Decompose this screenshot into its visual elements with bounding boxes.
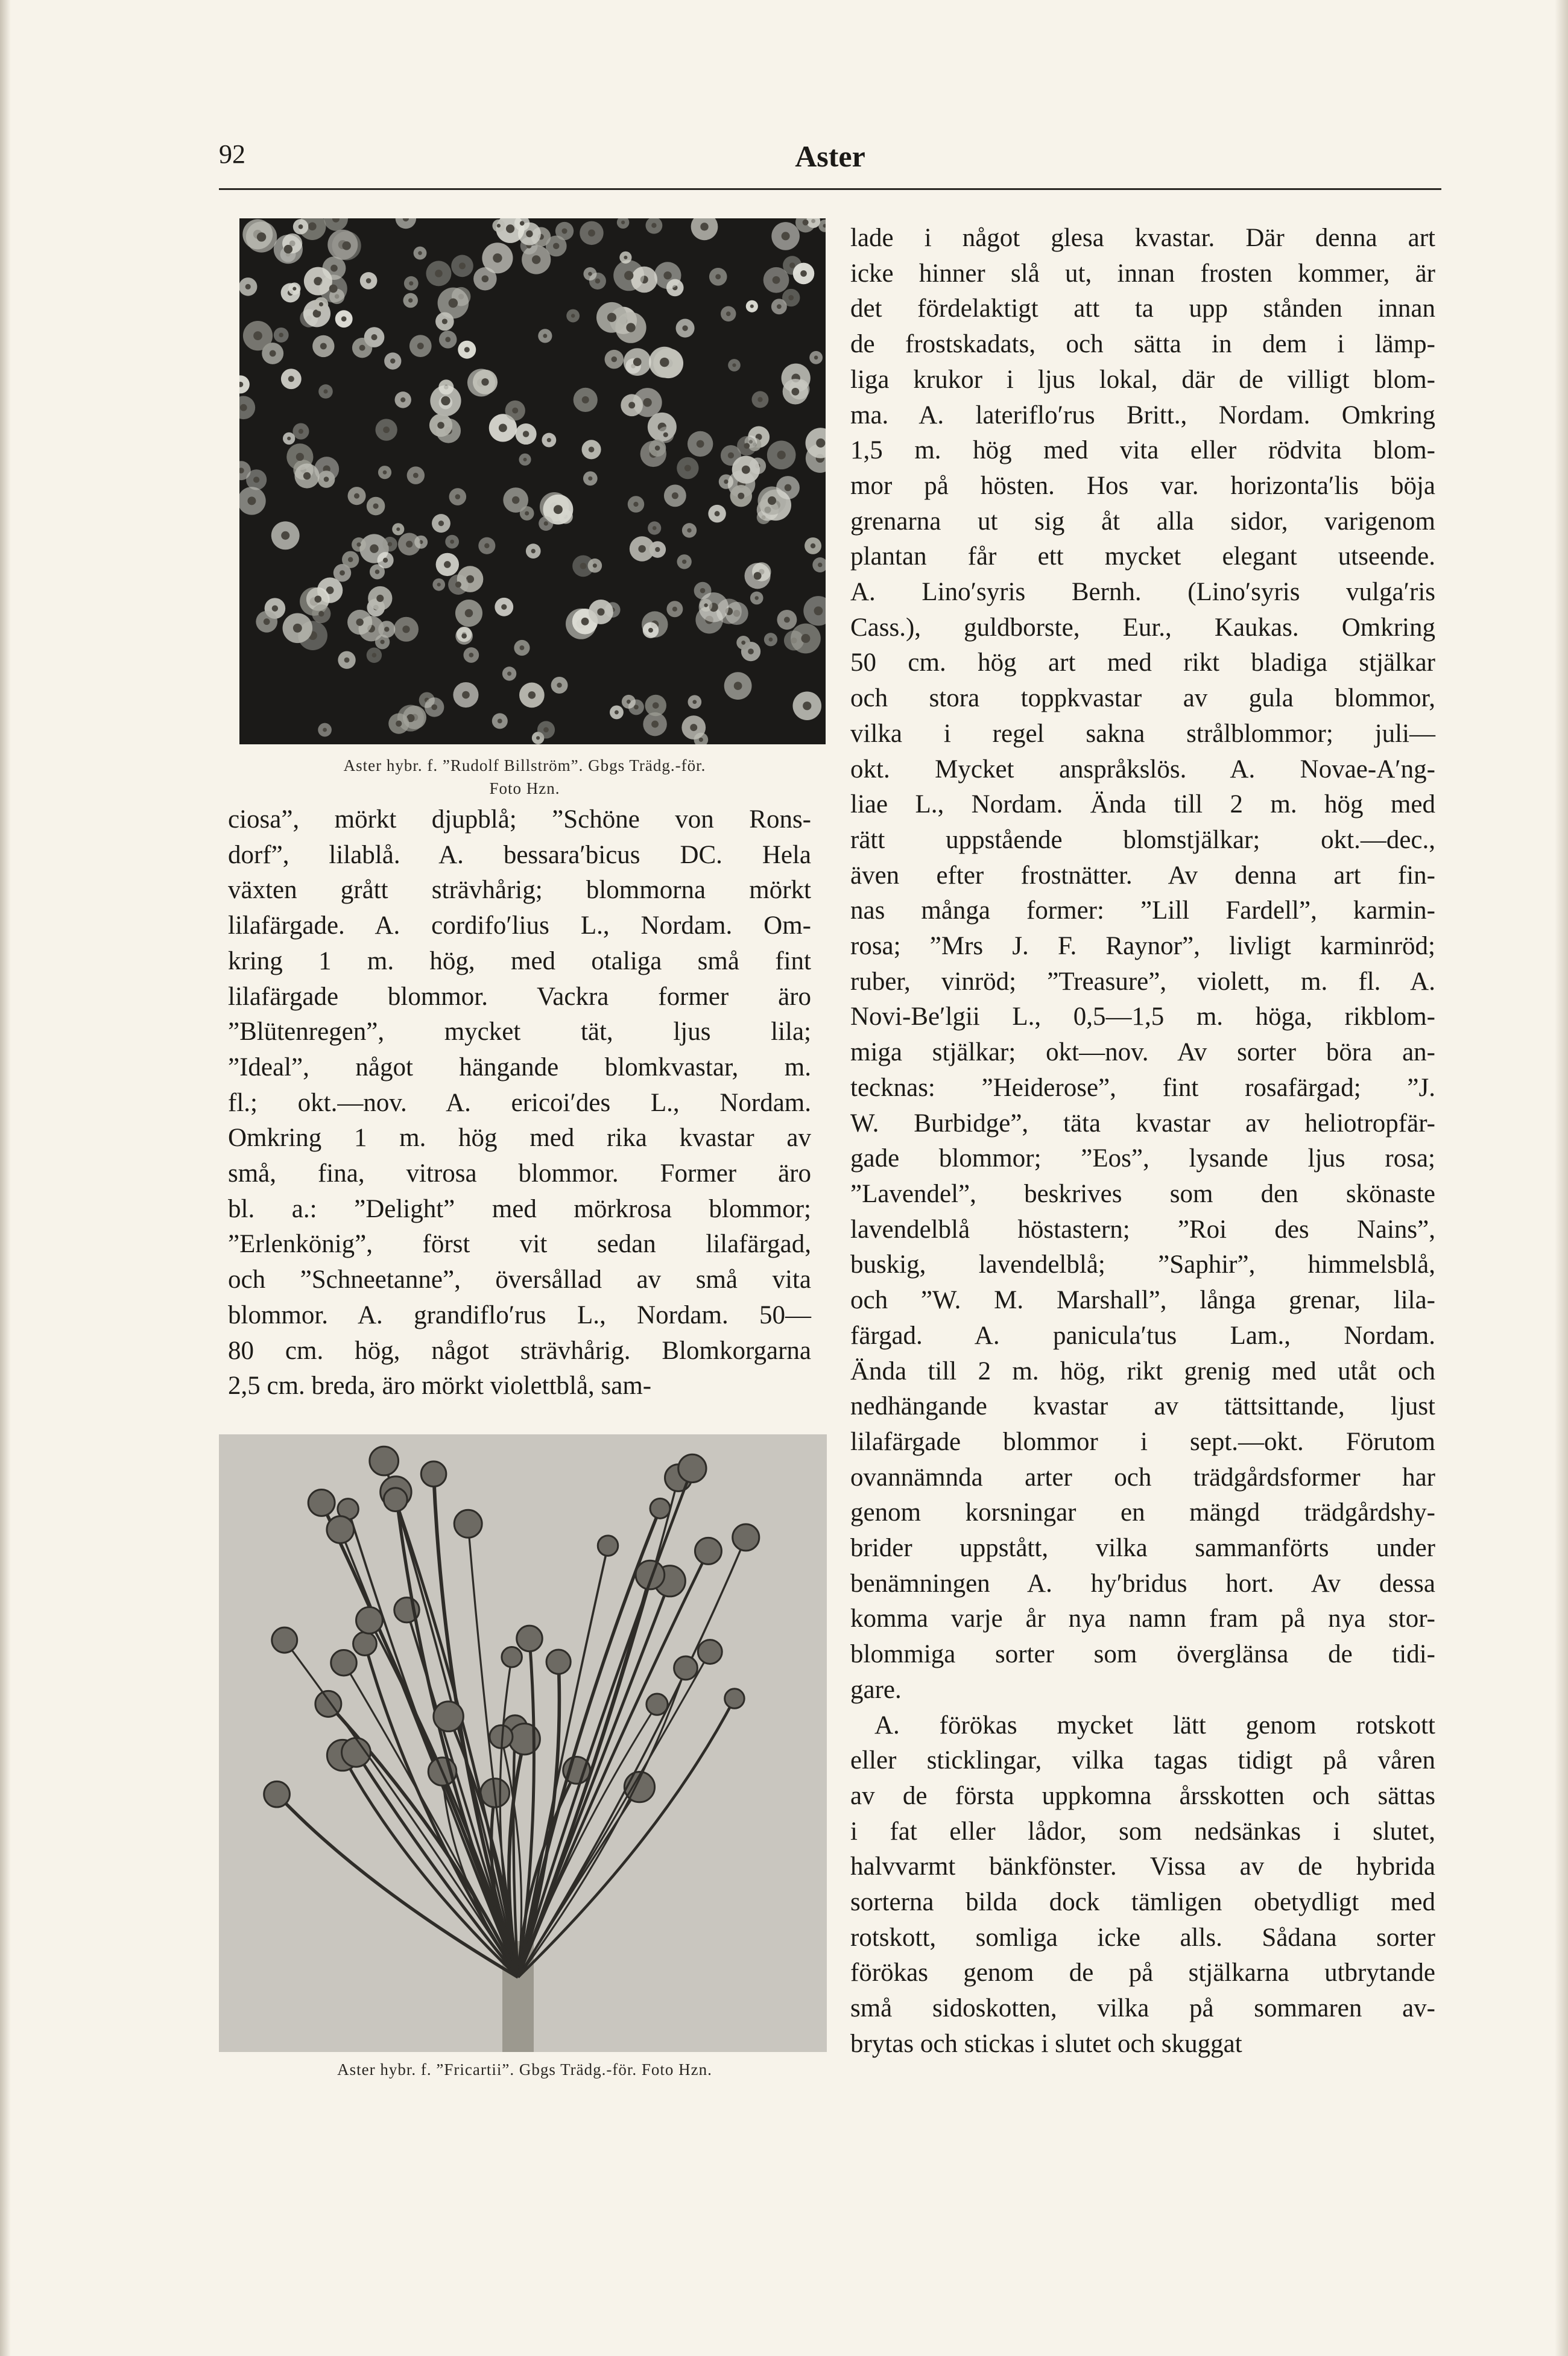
text-line: nas många former: ”Lill Fardell”, karmin- xyxy=(850,896,1435,925)
text-line: växten grått strävhårig; blommorna mörkt xyxy=(228,876,811,905)
text-line: blommor. A. grandiflo′rus L., Nordam. 50— xyxy=(228,1300,811,1329)
text-line: ”Blütenregen”, mycket tät, ljus lila; xyxy=(228,1018,811,1047)
text-line: små, fina, vitrosa blommor. Former äro xyxy=(228,1159,811,1188)
figure-caption-1 xyxy=(217,754,832,800)
text-line: nedhängande kvastar av tättsittande, ljust xyxy=(850,1392,1435,1421)
text-line: förökas genom de på stjälkarna utbrytande xyxy=(850,1959,1435,1987)
text-line: miga stjälkar; okt—nov. Av sorter böra an- xyxy=(850,1038,1435,1067)
text-line: icke hinner slå ut, innan frosten kommer, är xyxy=(850,259,1435,288)
text-line: 2,5 cm. breda, äro mörkt violettblå, sam- xyxy=(228,1372,652,1401)
text-line: dorf”, lilablå. A. bessara′bicus DC. Hela xyxy=(228,840,811,869)
text-line: halvvarmt bänkfönster. Vissa av de hybrida xyxy=(850,1852,1435,1881)
left-column-text xyxy=(228,802,811,1404)
text-line: eller sticklingar, vilka tagas tidigt på våren xyxy=(850,1746,1435,1775)
text-line: 80 cm. hög, något strävhårig. Blomkorgarna xyxy=(228,1336,811,1365)
page-edge xyxy=(0,0,11,2356)
text-line: fl.; okt.—nov. A. ericoi′des L., Nordam. xyxy=(228,1088,811,1117)
text-line: av de första uppkomna årsskotten och sättas xyxy=(850,1781,1435,1810)
text-line: rosa; ”Mrs J. F. Raynor”, livligt karminröd; xyxy=(850,932,1435,961)
text-line: ovannämnda arter och trädgårdsformer har xyxy=(850,1463,1435,1492)
text-line: benämningen A. hy′bridus hort. Av dessa xyxy=(850,1569,1435,1598)
text-line: de frostskadats, och sätta in dem i lämp- xyxy=(850,330,1435,359)
text-line: blommiga sorter som överglänsa de tidi- xyxy=(850,1640,1435,1669)
text-line: lade i något glesa kvastar. Där denna art xyxy=(850,224,1435,252)
text-line: 50 cm. hög art med rikt bladiga stjälkar xyxy=(850,648,1435,677)
text-line: ”Erlenkönig”, först vit sedan lilafärgad, xyxy=(228,1230,811,1259)
right-column-text xyxy=(850,221,1435,2062)
text-line: liga krukor i ljus lokal, där de villigt blom- xyxy=(850,365,1435,394)
text-line: lilafärgade blommor i sept.—okt. Förutom xyxy=(850,1427,1435,1456)
page-edge xyxy=(1555,0,1568,2356)
text-line: komma varje år nya namn fram på nya stor- xyxy=(850,1604,1435,1633)
running-title: Aster xyxy=(795,139,865,173)
text-line: Novi-Be′lgii L., 0,5—1,5 m. höga, rikblom- xyxy=(850,1002,1435,1031)
text-line: och stora toppkvastar av gula blommor, xyxy=(850,684,1435,713)
text-line: liae L., Nordam. Ända till 2 m. hög med xyxy=(850,790,1435,819)
text-line: vilka i regel sakna strålblommor; juli— xyxy=(850,719,1435,748)
text-line: det fördelaktigt att ta upp stånden innan xyxy=(850,294,1435,323)
text-line: små sidoskotten, vilka på sommaren av- xyxy=(850,1994,1435,2023)
text-line: ma. A. lateriflo′rus Britt., Nordam. Omkring xyxy=(850,401,1435,429)
text-line: lilafärgade. A. cordifo′lius L., Nordam. Om- xyxy=(228,911,811,940)
text-line: brytas och stickas i slutet och skuggat xyxy=(850,2029,1242,2058)
text-line: 1,5 m. hög med vita eller rödvita blom- xyxy=(850,436,1435,465)
text-line: gade blommor; ”Eos”, lysande ljus rosa; xyxy=(850,1144,1435,1173)
figure-caption-2: Aster hybr. f. ”Fricartii”. Gbgs Trädg.-för. Foto Hzn. xyxy=(337,2060,712,2079)
page-number: 92 xyxy=(219,139,245,169)
caption-line: Aster hybr. f. ”Rudolf Billström”. Gbgs Trädg.-för. xyxy=(343,756,706,774)
text-line: A. Lino′syris Bernh. (Lino′syris vulga′ris xyxy=(850,578,1435,607)
text-line: färgad. A. panicula′tus Lam., Nordam. xyxy=(850,1321,1435,1350)
text-line: ciosa”, mörkt djupblå; ”Schöne von Rons- xyxy=(228,805,811,834)
text-line: plantan får ett mycket elegant utseende. xyxy=(850,542,1435,571)
text-line: Cass.), guldborste, Eur., Kaukas. Omkring xyxy=(850,613,1435,642)
text-line: och ”Schneetanne”, översållad av små vita xyxy=(228,1265,811,1294)
text-line: i fat eller lådor, som nedsänkas i slutet, xyxy=(850,1817,1435,1846)
text-line: genom korsningar en mängd trädgårdshy- xyxy=(850,1498,1435,1527)
text-line: brider uppstått, vilka sammanförts under xyxy=(850,1534,1435,1563)
aster-flowers-photo xyxy=(239,218,826,744)
text-line: grenarna ut sig åt alla sidor, varigenom xyxy=(850,507,1435,536)
text-line: även efter frostnätter. Av denna art fin- xyxy=(850,861,1435,890)
text-line: bl. a.: ”Delight” med mörkrosa blommor; xyxy=(228,1194,811,1223)
text-line: buskig, lavendelblå; ”Saphir”, himmelsblå, xyxy=(850,1250,1435,1279)
text-line: kring 1 m. hög, med otaliga små fint xyxy=(228,946,811,975)
text-line: gare. xyxy=(850,1675,902,1704)
text-line: rotskott, somliga icke alls. Sådana sorter xyxy=(850,1923,1435,1952)
text-line: okt. Mycket anspråkslös. A. Novae-A′ng- xyxy=(850,755,1435,784)
caption-line: Foto Hzn. xyxy=(489,779,560,797)
text-line: ”Lavendel”, beskrives som den skönaste xyxy=(850,1179,1435,1208)
text-line: lavendelblå höstastern; ”Roi des Nains”, xyxy=(850,1215,1435,1244)
text-line: mor på hösten. Hos var. horizonta′lis böja xyxy=(850,471,1435,500)
aster-vase-photo xyxy=(219,1434,827,2052)
text-line: lilafärgade blommor. Vackra former äro xyxy=(228,982,811,1011)
text-line: rätt uppstående blomstjälkar; okt.—dec., xyxy=(850,825,1435,854)
text-line: ruber, vinröd; ”Treasure”, violett, m. fl. A. xyxy=(850,967,1435,996)
running-head xyxy=(219,139,1441,187)
text-line: A. förökas mycket lätt genom rotskott xyxy=(874,1711,1435,1740)
text-line: sorterna bilda dock tämligen obetydligt med xyxy=(850,1888,1435,1917)
text-line: W. Burbidge”, täta kvastar av heliotropfär- xyxy=(850,1109,1435,1138)
text-line: tecknas: ”Heiderose”, fint rosafärgad; ”J. xyxy=(850,1073,1435,1102)
text-line: och ”W. M. Marshall”, långa grenar, lila- xyxy=(850,1286,1435,1315)
header-rule xyxy=(219,188,1441,190)
text-line: Omkring 1 m. hög med rika kvastar av xyxy=(228,1124,811,1153)
text-line: Ända till 2 m. hög, rikt grenig med utåt och xyxy=(850,1357,1435,1385)
text-line: ”Ideal”, något hängande blomkvastar, m. xyxy=(228,1053,811,1081)
